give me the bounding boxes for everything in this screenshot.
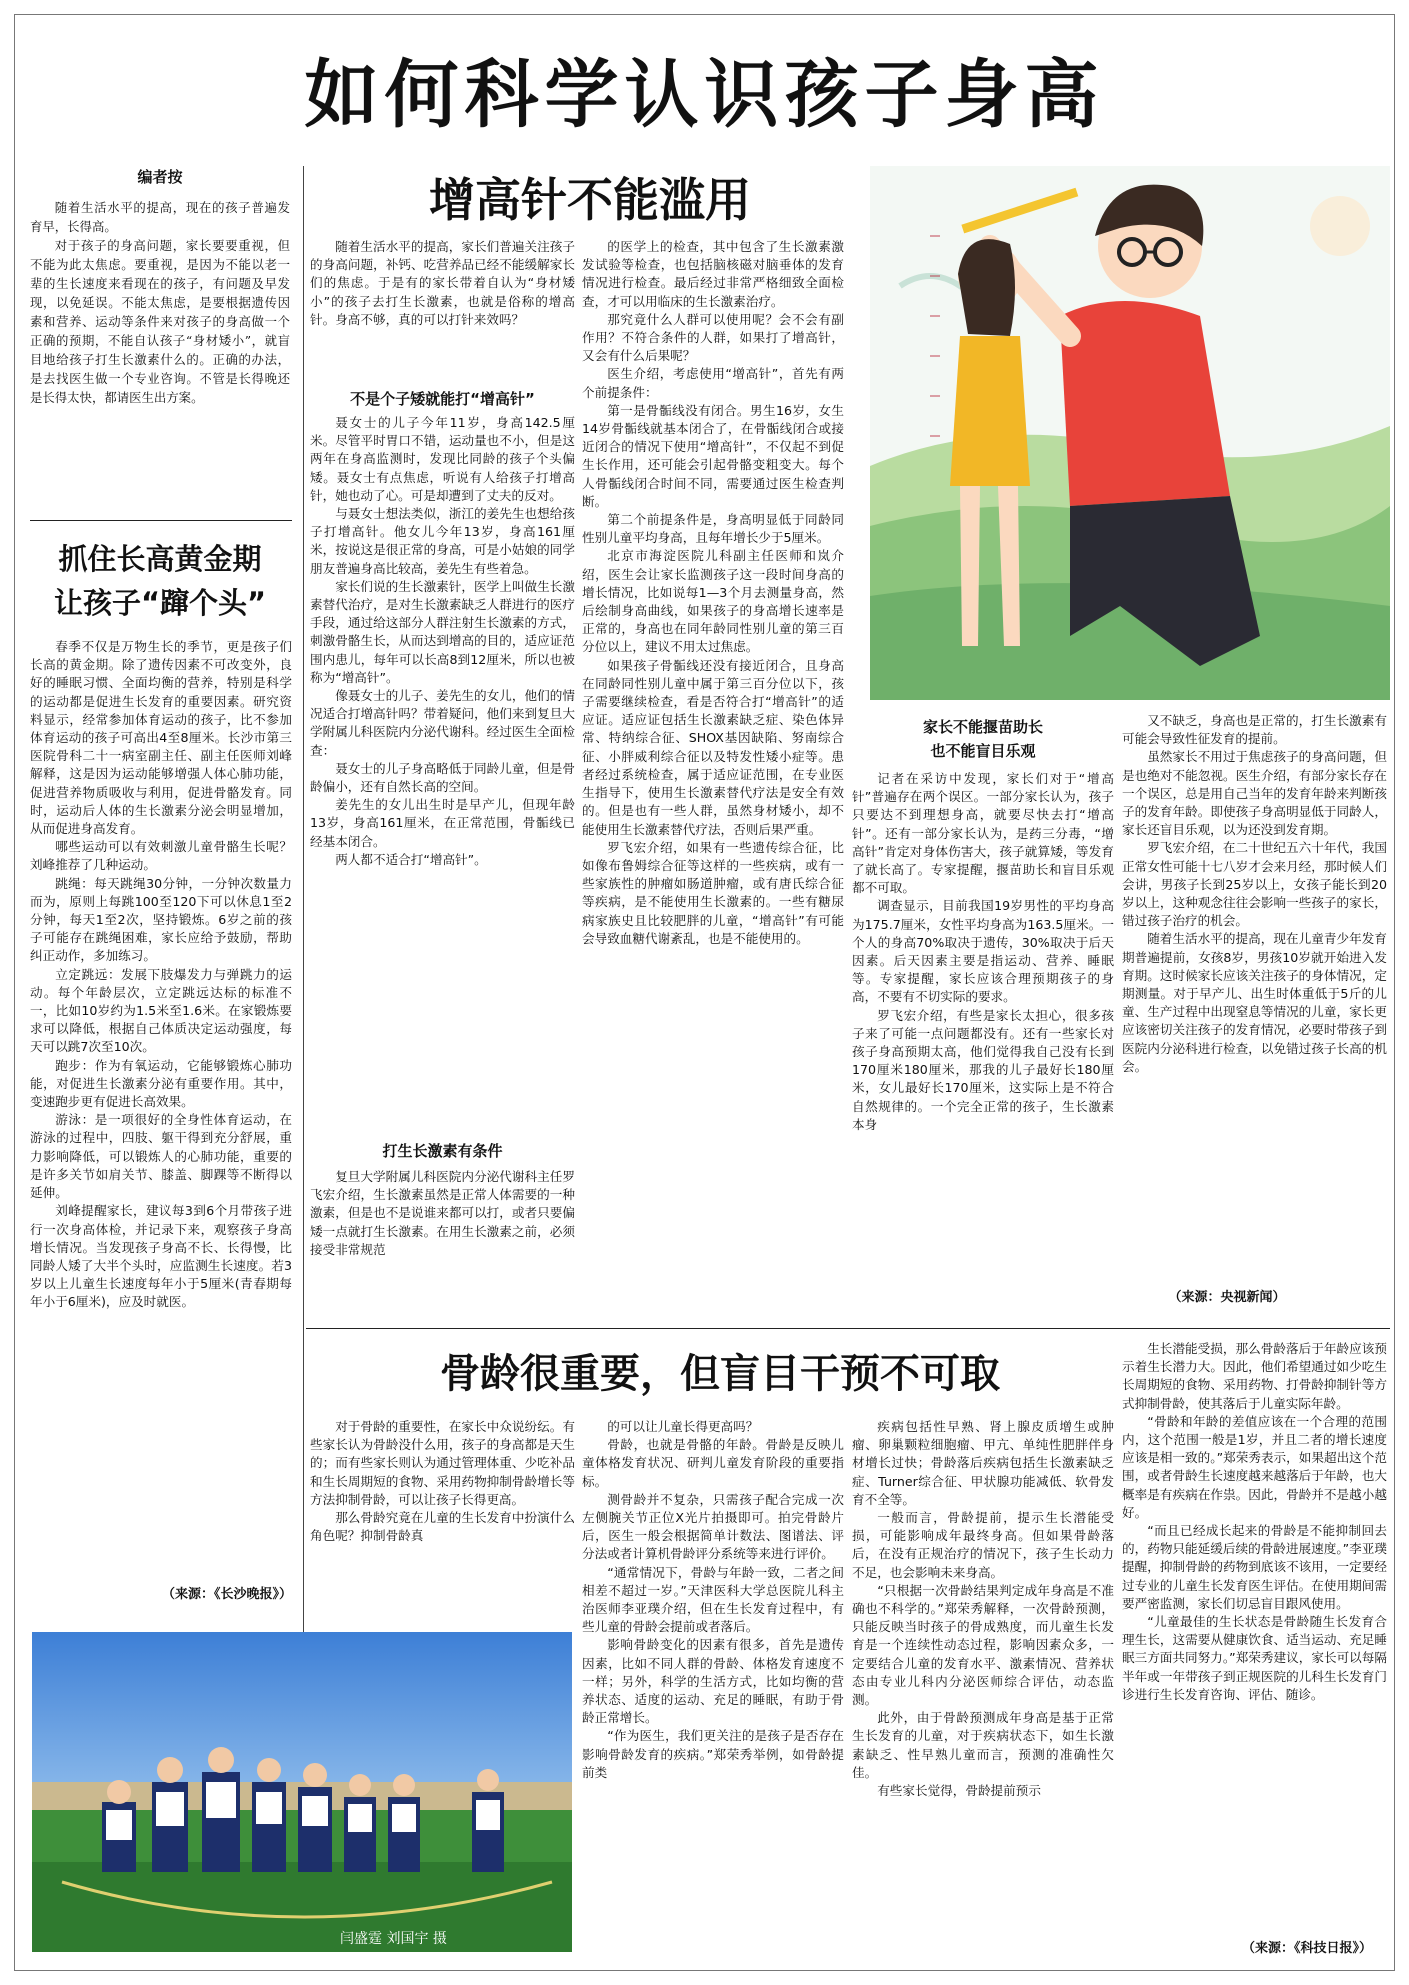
middle-para: 的医学上的检查，其中包含了生长激素激发试验等检查，也包括脑核磁对脑垂体的发育情况进行检查。最后经过非常严格细致全面检查，才可以用临床的生长激素治疗。 bbox=[582, 239, 844, 309]
left-article-para: 春季不仅是万物生长的季节，更是孩子们长高的黄金期。除了遗传因素不可改变外，良好的睡眠习惯、全面均衡的营养，特别是科学的运动都是促进生长发育的重要因素。研究资料显示，经常参加体育运动的孩子，比不参加体育运动的孩子可高出4至8厘米。长沙市第三医院骨科二十一病室副主任、副主任医师刘峰解释，这是因为运动能够增强人体心肺功能，促进营养物质吸收与利用，促进骨骼发育。同时，运动后人体的生长激素分泌会明显增加，从而促进身高发育。 bbox=[30, 639, 292, 837]
middle-subheading-2: 打生长激素有条件 bbox=[382, 1142, 503, 1160]
photo-jump-rope bbox=[32, 1632, 572, 1952]
bottom-para: 生长潜能受损，那么骨龄落后于年龄应该预示着生长潜力大。因此，他们希望通过如少吃生长周期短的食物、采用药物、打骨龄抑制针等方式抑制骨龄，使其落后于儿童实际年龄。 bbox=[1122, 1341, 1387, 1411]
middle-para: 那究竟什么人群可以使用呢？会不会有副作用？不符合条件的人群，如果打了增高针，又会有什么后果呢？ bbox=[582, 311, 844, 364]
middle-para: 罗飞宏介绍，在二十世纪五六十年代，我国正常女性可能十七八岁才会来月经，那时候人们会讲，男孩子长到25岁以上，女孩子能长到20岁以上，这种观念往往会影响一些孩子的家长，错过孩子治疗的机会。 bbox=[1122, 840, 1387, 929]
middle-para: 聂女士的儿子今年11岁，身高142.5厘米。尽管平时胃口不错，运动量也不小，但是这两年在身高监测时，发现比同龄的孩子个头偏矮。聂女士有点焦虑，听说有人给孩子打增高针，她也动了心。可是却遭到了丈夫的反对。 bbox=[310, 415, 575, 503]
divider bbox=[306, 1328, 1390, 1329]
left-article-para: 跳绳：每天跳绳30分钟，一分钟次数量力而为，原则上每跳100至120下可以休息1至2分钟，每天1至2次，坚持锻炼。6岁之前的孩子可能存在跳绳困难，家长应给予鼓励，帮助纠正动作，多加练习。 bbox=[30, 875, 292, 964]
left-article-heading-1: 抓住长高黄金期 bbox=[58, 542, 262, 576]
middle-para: 像聂女士的儿子、姜先生的女儿，他们的情况适合打增高针吗？带着疑问，他们来到复旦大学附属儿科医院内分泌代谢科。经过医生全面检查： bbox=[310, 688, 575, 758]
bottom-para: 测骨龄并不复杂，只需孩子配合完成一次左侧腕关节正位X光片拍摄即可。拍完骨龄片后，医生一般会根据简单计数法、图谱法、评分法或者计算机骨龄评分系统等来进行评价。 bbox=[582, 1491, 844, 1562]
bottom-para: 骨龄，也就是骨骼的年龄。骨龄是反映儿童体格发育状况、研判儿童发育阶段的重要指标。 bbox=[582, 1437, 844, 1489]
photo-svg bbox=[32, 1632, 572, 1952]
middle-para: 随着生活水平的提高，家长们普遍关注孩子的身高问题，补钙、吃营养品已经不能缓解家长们的焦虑。于是有的家长带着自认为“身材矮小”的孩子去打生长激素，也就是俗称的增高针。身高不够，真的可以打针来效吗？ bbox=[310, 239, 575, 327]
middle-col1c-body bbox=[310, 1168, 575, 1313]
illustration-measuring-height bbox=[870, 166, 1390, 700]
bottom-para: “骨龄和年龄的差值应该在一个合理的范围内，这个范围一般是1岁，并且二者的增长速度应该是相一致的。”郑荣秀表示，如果超出这个范围，或者骨龄生长速度越来越落后于年龄，也大概率是有疾病在作祟。因此，骨龄并不是越小越好。 bbox=[1122, 1413, 1387, 1520]
middle-para: 罗飞宏介绍，如果有一些遗传综合征，比如像布鲁姆综合征等这样的一些疾病，或有一些家族性的肿瘤如肠道肿瘤，或有唐氏综合征等疾病，是不能使用生长激素的。一些有糖尿病家族史且比较肥胖的儿童，“增高针”有可能会导致血糖代谢紊乱，也是不能使用的。 bbox=[582, 839, 844, 946]
middle-para: 姜先生的女儿出生时是早产儿，但现年龄13岁，身高161厘米，在正常范围，骨骺线已经基本闭合。 bbox=[310, 797, 575, 849]
middle-col4-body bbox=[1122, 712, 1387, 1282]
left-article-para: 刘峰提醒家长，建议每3到6个月带孩子进行一次身高体检，并记录下来，观察孩子身高增长情况。当发现孩子身高不长、长得慢，比同龄人矮了大半个头时，应监测生长速度。若3岁以上儿童生长速度每年小于5厘米(青春期每年小于6厘米)，应及时就医。 bbox=[30, 1203, 292, 1310]
middle-para: 医生介绍，考虑使用“增高针”，首先有两个前提条件： bbox=[582, 366, 844, 400]
illustration-svg bbox=[870, 166, 1390, 700]
bottom-para: 有些家长觉得，骨龄提前预示 bbox=[877, 1783, 1041, 1799]
middle-article-heading: 增高针不能滥用 bbox=[429, 173, 751, 227]
middle-col2-body bbox=[582, 238, 844, 1313]
middle-para: 记者在采访中发现，家长们对于“增高针”普遍存在两个误区。一部分家长认为，孩子只要达不到理想身高，就要尽快去打“增高针”。还有一部分家长认为，是药三分毒，“增高针”肯定对身体伤害大，孩子就算矮，等发育了就长高了。专家提醒，揠苗助长和盲目乐观都不可取。 bbox=[852, 771, 1114, 896]
middle-subheading-3b: 也不能盲目乐观 bbox=[930, 742, 1036, 760]
left-article-source: （来源：《长沙晚报》） bbox=[161, 1587, 292, 1602]
bottom-article-source: （来源：《科技日报》） bbox=[1241, 1941, 1372, 1956]
bottom-article-heading: 骨龄很重要，但盲目干预不可取 bbox=[440, 1351, 1000, 1397]
bottom-para: 那么骨龄究竟在儿童的生长发育中扮演什么角色呢？抑制骨龄真 bbox=[310, 1510, 575, 1544]
bottom-para: “只根据一次骨龄结果判定成年身高是不准确也不科学的。”郑荣秀解释，一次骨龄预测，只能反映当时孩子的骨成熟度，而儿童生长发育是一个连续性动态过程，影响因素众多，一定要结合儿童的发育水平、激素情况、营养状态由专业儿科内分泌医师综合评估，动态监测。 bbox=[852, 1582, 1114, 1708]
bottom-para: “而且已经成长起来的骨龄是不能抑制回去的，药物只能延缓后续的骨龄进展速度。”李亚璞提醒，抑制骨龄的药物到底该不该用，一定要经过专业的儿童生长发育医生评估。在使用期间需要严密监测，家长们切忌盲目跟风使用。 bbox=[1122, 1523, 1387, 1611]
middle-subheading-1: 不是个子矮就能打“增高针” bbox=[350, 390, 535, 408]
middle-para: 北京市海淀医院儿科副主任医师和岚介绍，医生会让家长监测孩子这一段时间身高的增长情况，比如说每1—3个月去测量身高，然后绘制身高曲线，如果孩子的身高增长速率是正常的，身高也在同年龄同性别儿童的第三百分位以上，建议不用太过焦虑。 bbox=[582, 548, 844, 655]
middle-para: 如果孩子骨骺线还没有接近闭合，且身高在同龄同性别儿童中属于第三百分位以下，孩子需要继续检查，看是否符合打“增高针”的适应证。适应证包括生长激素缺乏症、染色体异常、特纳综合征、SHOX基因缺陷、努南综合征、小胖威利综合征以及特发性矮小症等。患者经过系统检查，属于适应证范围，在专业医生指导下，使用生长激素替代疗法是安全有效的。但是也有一些人群，虽然身材矮小，却不能使用生长激素替代疗法，否则后果严重。 bbox=[582, 657, 844, 837]
middle-para: 两人都不适合打“增高针”。 bbox=[335, 851, 487, 867]
middle-para: 第一是骨骺线没有闭合。男生16岁，女生14岁骨骺线就基本闭合了，在骨骺线闭合或接近闭合的情况下使用“增高针”，不仅起不到促生长作用，还可能会引起骨骼变粗变大。每个人骨骺线闭合时间不同，需要通过医生检查判断。 bbox=[582, 402, 844, 509]
bottom-para: 的可以让儿童长得更高吗？ bbox=[607, 1419, 759, 1434]
middle-article-source: （来源：央视新闻） bbox=[1168, 1290, 1286, 1305]
middle-para: 随着生活水平的提高，现在儿童青少年发育期普遍提前，女孩8岁，男孩10岁就开始进入发育期。这时候家长应该关注孩子的身体情况，定期测量。对于早产儿、出生时体重低于5斤的儿童、生产过程中出现窒息等情况的儿童，家长更应该密切关注孩子的发育情况，必要时带孩子到医院内分泌科进行检查，以免错过孩子长高的机会。 bbox=[1122, 931, 1387, 1074]
page-title: 如何科学认识孩子身高 bbox=[304, 52, 1105, 138]
left-article-para: 游泳：是一项很好的全身性体育运动，在游泳的过程中，四肢、躯干得到充分舒展，重力影响降低，可以锻炼人的心肺功能，重要的是许多关节如肩关节、膝盖、脚踝等不断得以延伸。 bbox=[30, 1112, 292, 1201]
bottom-para: “作为医生，我们更关注的是孩子是否存在影响骨龄发育的疾病。”郑荣秀举例，如骨龄提前类 bbox=[582, 1728, 844, 1780]
middle-para: 第二个前提条件是，身高明显低于同龄同性别儿童平均身高，且每年增长少于5厘米。 bbox=[582, 512, 844, 546]
left-article-para: 立定跳远：发展下肢爆发力与弹跳力的运动。每个年龄层次，立定跳远达标的标准不一，比如10岁约为1.5米至1.6米。在家锻炼要求可以降低，根据自己体质决定运动强度，每天可以跳7次至10次。 bbox=[30, 966, 292, 1055]
bottom-col2-body bbox=[582, 1418, 844, 1953]
bottom-para: 此外，由于骨龄预测成年身高是基于正常生长发育的儿童，对于疾病状态下，如生长激素缺乏、性早熟儿童而言，预测的准确性欠佳。 bbox=[852, 1710, 1114, 1780]
divider bbox=[30, 520, 292, 521]
middle-para: 罗飞宏介绍，有些是家长太担心，很多孩子来了可能一点问题都没有。还有一些家长对孩子身高预期太高，他们觉得我自己没有长到170厘米180厘米，那我的儿子最好长180厘米，女儿最好长170厘米，这实际上是不符合自然规律的。一个完全正常的孩子，生长激素本身 bbox=[852, 1007, 1114, 1132]
editor-note-para: 对于孩子的身高问题，家长要要重视，但不能为此太焦虑。要重视，是因为不能以老一辈的生长速度来看现在的孩子，有问题及早发现，以免延误。不能太焦虑，是要根据遗传因素和营养、运动等条件来对孩子的身高做一个正确的预期，不能自认孩子“身材矮小”，就盲目地给孩子打生长激素什么的。正确的办法，是去找医生做一个专业咨询。不管是长得晚还是长得太快，都请医生出方案。 bbox=[30, 238, 290, 405]
bottom-para: “通常情况下，骨龄与年龄一致，二者之间相差不超过一岁。”天津医科大学总医院儿科主治医师李亚璞介绍，但在生长发育过程中，有些儿童的骨龄会提前或者落后。 bbox=[582, 1564, 844, 1635]
bottom-para: 对于骨龄的重要性，在家长中众说纷纭。有些家长认为骨龄没什么用，孩子的身高都是天生的；而有些家长则认为通过管理体重、少吃补品和生长周期短的食物、采用药物抑制骨龄增长等方法抑制骨龄，可以让孩子长得更高。 bbox=[310, 1419, 575, 1507]
middle-col1b-body bbox=[310, 414, 575, 1154]
middle-para: 聂女士的儿子身高略低于同龄儿童，但是骨龄偏小，还有自然长高的空间。 bbox=[310, 760, 575, 795]
middle-col1-body bbox=[310, 238, 575, 368]
middle-para: 复旦大学附属儿科医院内分泌代谢科主任罗飞宏介绍，生长激素虽然是正常人体需要的一种激素，但是也不是说谁来都可以打，或者只要偏矮一点就打生长激素。在用生长激素之前，必须接受非常规范 bbox=[310, 1169, 575, 1257]
left-article-heading-2: 让孩子“蹿个头” bbox=[53, 586, 267, 620]
bottom-para: 一般而言，骨龄提前，提示生长潜能受损，可能影响成年最终身高。但如果骨龄落后，在没有正规治疗的情况下，孩子生长动力不足，也会影响未来身高。 bbox=[852, 1510, 1114, 1580]
photo-caption: 闫盛霆 刘国宇 摄 bbox=[340, 1931, 447, 1947]
middle-para: 虽然家长不用过于焦虑孩子的身高问题，但是也绝对不能忽视。医生介绍，有部分家长存在一个误区，总是用自己当年的发育年龄来判断孩子的发育年龄。即使孩子身高明显低于同龄人，家长还盲目乐观，以为还没到发育期。 bbox=[1122, 749, 1387, 838]
middle-para: 家长们说的生长激素针，医学上叫做生长激素替代治疗，是对生长激素缺乏人群进行的医疗手段，通过给这部分人群注射生长激素的方式，刺激骨骼生长，从而达到增高的目的，适应证范围内患儿，每年可以长高8到12厘米，所以也被称为“增高针”。 bbox=[310, 578, 575, 685]
bottom-col3-body bbox=[852, 1418, 1114, 1953]
editor-note-para: 随着生活水平的提高，现在的孩子普遍发育早，长得高。 bbox=[30, 200, 290, 234]
middle-subheading-3a: 家长不能揠苗助长 bbox=[922, 718, 1043, 736]
middle-para: 又不缺乏，身高也是正常的，打生长激素有可能会导致性征发育的提前。 bbox=[1122, 713, 1387, 747]
bottom-col4-body bbox=[1122, 1340, 1387, 1932]
middle-para: 调查显示，目前我国19岁男性的平均身高为175.7厘米，女性平均身高为163.5厘米。一个人的身高70%取决于遗传，30%取决于后天因素。后天因素主要是指运动、营养、睡眠等。专家提醒，家长应该合理预期孩子的身高，不要有不切实际的要求。 bbox=[852, 898, 1114, 1005]
editor-note-heading: 编者按 bbox=[137, 168, 183, 186]
column-rule bbox=[303, 166, 304, 1638]
left-article-body bbox=[30, 638, 292, 1740]
bottom-col1-body bbox=[310, 1418, 575, 1618]
middle-para: 与聂女士想法类似，浙江的姜先生也想给孩子打增高针。他女儿今年13岁，身高161厘米，按说这是很正常的身高，可是小姑娘的同学朋友普遍身高比较高，姜先生有些着急。 bbox=[310, 506, 575, 576]
left-article-para: 跑步：作为有氧运动，它能够锻炼心肺功能，对促进生长激素分泌有重要作用。其中，变速跑步更有促进长高效果。 bbox=[30, 1057, 292, 1110]
middle-col3-body bbox=[852, 770, 1114, 1313]
bottom-para: 影响骨龄变化的因素有很多，首先是遗传因素，比如不同人群的骨龄、体格发育速度不一样；另外，科学的生活方式，比如均衡的营养状态、适度的运动、充足的睡眠，有助于骨龄正常增长。 bbox=[582, 1637, 844, 1726]
editor-note-body bbox=[30, 198, 290, 498]
bottom-para: 疾病包括性早熟、肾上腺皮质增生或肿瘤、卵巢颗粒细胞瘤、甲亢、单纯性肥胖伴身材增长过快；骨龄落后疾病包括生长激素缺乏症、Turner综合征、甲状腺功能减低、软骨发育不全等。 bbox=[852, 1419, 1114, 1507]
left-article-para: 哪些运动可以有效刺激儿童骨骼生长呢？刘峰推荐了几种运动。 bbox=[30, 839, 292, 873]
bottom-para: “儿童最佳的生长状态是骨龄随生长发育合理生长，这需要从健康饮食、适当运动、充足睡眠三方面共同努力。”郑荣秀建议，家长可以每隔半年或一年带孩子到正规医院的儿科生长发育门诊进行生长发育咨询、评估、随诊。 bbox=[1122, 1614, 1387, 1702]
